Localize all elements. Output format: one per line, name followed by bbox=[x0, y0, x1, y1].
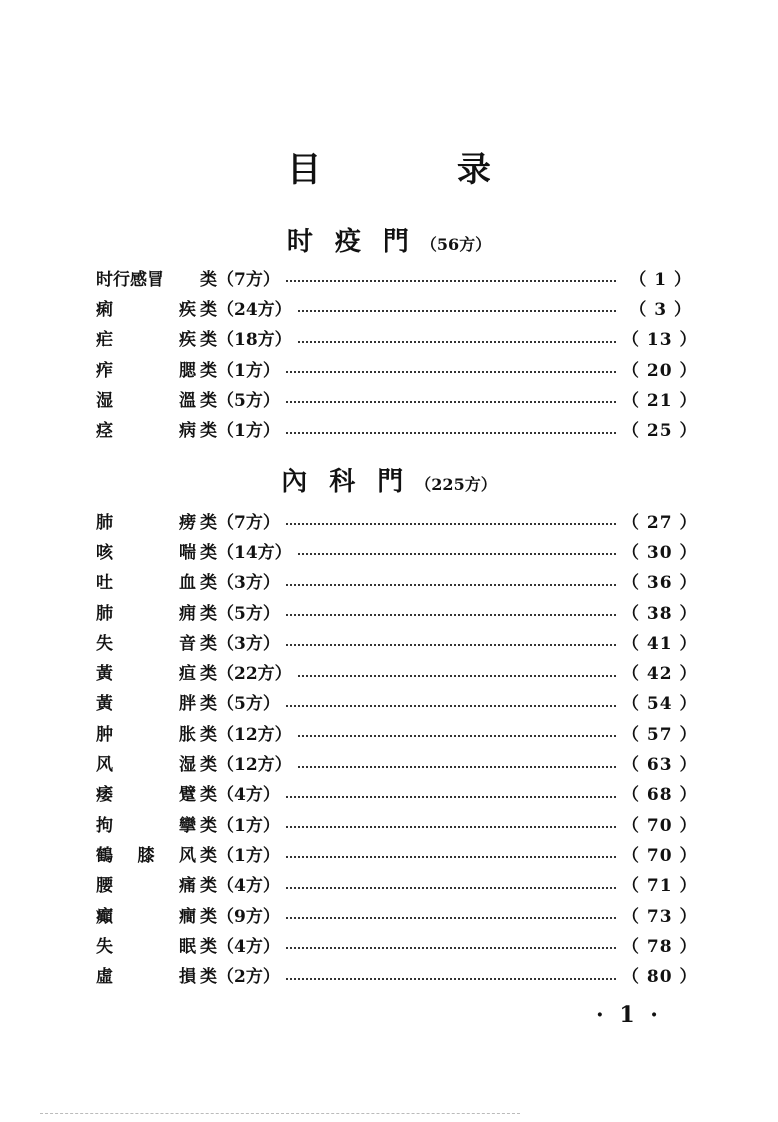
toc-list-shiyi bbox=[96, 262, 698, 444]
entry-count: 类（4方） bbox=[200, 936, 280, 957]
entry-label-char: 时行感冒 bbox=[96, 269, 164, 290]
section-name: 內科門 bbox=[281, 467, 426, 497]
dot-leader bbox=[286, 826, 616, 828]
entry-count: 类（1方） bbox=[200, 815, 280, 836]
section-heading-shiyi bbox=[0, 221, 778, 258]
entry-label-char: 疾 bbox=[179, 330, 196, 351]
entry-page-number: （ 36 ） bbox=[622, 573, 698, 594]
entry-count: 类（3方） bbox=[200, 573, 280, 594]
entry-page-number: （ 42 ） bbox=[622, 664, 698, 685]
entry-label-char: 癲 bbox=[96, 906, 113, 927]
entry-label-char: 膝 bbox=[137, 845, 155, 866]
entry-page-number: （ 25 ） bbox=[622, 421, 698, 442]
entry-page-number: （ 1 ） bbox=[629, 269, 692, 290]
dot-leader bbox=[286, 432, 616, 434]
entry-label-char: 痈 bbox=[179, 603, 196, 624]
entry-label-char: 虛 bbox=[96, 967, 113, 988]
entry-page-number: （ 71 ） bbox=[622, 876, 698, 897]
entry-count: 类（5方） bbox=[200, 694, 280, 715]
entry-label bbox=[96, 265, 200, 290]
dot-leader bbox=[286, 644, 616, 646]
entry-label bbox=[96, 508, 200, 533]
scan-artifact-line bbox=[40, 1113, 520, 1114]
entry-label-char: 溫 bbox=[179, 390, 196, 411]
entry-count: 类（18方） bbox=[200, 330, 292, 351]
section-count: （56方） bbox=[420, 235, 492, 254]
entry-page-number: （ 30 ） bbox=[622, 542, 698, 563]
toc-entry bbox=[96, 929, 698, 959]
entry-label bbox=[96, 295, 200, 320]
entry-count: 类（22方） bbox=[200, 664, 292, 685]
entry-label-char: 肺 bbox=[96, 512, 113, 533]
toc-entry bbox=[96, 383, 698, 413]
entry-count: 类（3方） bbox=[200, 633, 280, 654]
toc-entry bbox=[96, 596, 698, 626]
entry-count: 类（5方） bbox=[200, 390, 280, 411]
entry-label-char: 血 bbox=[179, 573, 196, 594]
entry-label bbox=[96, 780, 200, 805]
entry-label-char: 吐 bbox=[96, 573, 113, 594]
dot-leader bbox=[286, 584, 616, 586]
entry-count: 类（1方） bbox=[200, 360, 280, 381]
entry-label bbox=[96, 720, 200, 745]
entry-label-char: 疟 bbox=[96, 330, 113, 351]
entry-label-char: 痢 bbox=[96, 299, 113, 320]
toc-entry bbox=[96, 869, 698, 899]
dot-leader bbox=[286, 917, 616, 919]
entry-count: 类（4方） bbox=[200, 785, 280, 806]
toc-entry bbox=[96, 656, 698, 686]
entry-count: 类（4方） bbox=[200, 876, 280, 897]
entry-count: 类（1方） bbox=[200, 845, 280, 866]
entry-label-char: 失 bbox=[96, 936, 113, 957]
entry-label-char: 痨 bbox=[179, 512, 196, 533]
toc-entry bbox=[96, 626, 698, 656]
toc-entry bbox=[96, 262, 692, 292]
entry-count: 类（5方） bbox=[200, 603, 280, 624]
page-number: · 1 · bbox=[596, 1002, 662, 1028]
toc-entry bbox=[96, 808, 698, 838]
section-heading-neike bbox=[0, 461, 778, 498]
section-name: 时疫門 bbox=[286, 227, 431, 257]
entry-page-number: （ 3 ） bbox=[629, 299, 692, 320]
toc-entry bbox=[96, 292, 692, 322]
entry-label bbox=[96, 750, 200, 775]
entry-label-char: 攣 bbox=[179, 815, 196, 836]
dot-leader bbox=[286, 947, 616, 949]
entry-label bbox=[96, 871, 200, 896]
toc-entry bbox=[96, 747, 698, 777]
entry-page-number: （ 54 ） bbox=[622, 694, 698, 715]
entry-page-number: （ 63 ） bbox=[622, 755, 698, 776]
entry-label-char: 痛 bbox=[179, 876, 196, 897]
entry-count: 类（24方） bbox=[200, 299, 292, 320]
entry-page-number: （ 38 ） bbox=[622, 603, 698, 624]
toc-list-neike bbox=[96, 505, 698, 990]
entry-label-char: 癎 bbox=[179, 906, 196, 927]
section-count: （225方） bbox=[415, 475, 497, 494]
entry-label-char: 損 bbox=[179, 967, 196, 988]
dot-leader bbox=[286, 614, 616, 616]
entry-label-char: 音 bbox=[179, 633, 196, 654]
entry-count: 类（1方） bbox=[200, 421, 280, 442]
entry-label-char: 风 bbox=[179, 845, 196, 866]
entry-label-char: 躄 bbox=[179, 785, 196, 806]
entry-count: 类（12方） bbox=[200, 724, 292, 745]
entry-label-char: 风 bbox=[96, 755, 113, 776]
entry-label-char: 湿 bbox=[96, 390, 113, 411]
entry-page-number: （ 57 ） bbox=[622, 724, 698, 745]
entry-count: 类（12方） bbox=[200, 755, 292, 776]
entry-label-char: 痄 bbox=[96, 360, 113, 381]
entry-label-char: 拘 bbox=[96, 815, 113, 836]
entry-label-char: 失 bbox=[96, 633, 113, 654]
entry-label bbox=[96, 356, 200, 381]
entry-label bbox=[96, 568, 200, 593]
entry-label-char: 喘 bbox=[179, 542, 196, 563]
entry-label-char: 眠 bbox=[179, 936, 196, 957]
entry-count: 类（7方） bbox=[200, 269, 280, 290]
entry-page-number: （ 41 ） bbox=[622, 633, 698, 654]
entry-count: 类（2方） bbox=[200, 967, 280, 988]
entry-label bbox=[96, 416, 200, 441]
dot-leader bbox=[298, 735, 616, 737]
entry-page-number: （ 21 ） bbox=[622, 390, 698, 411]
entry-label-char: 疸 bbox=[179, 664, 196, 685]
entry-label bbox=[96, 659, 200, 684]
entry-label-char: 咳 bbox=[96, 542, 113, 563]
toc-entry bbox=[96, 505, 698, 535]
entry-label bbox=[96, 962, 200, 987]
dot-leader bbox=[298, 553, 616, 555]
entry-count: 类（9方） bbox=[200, 906, 280, 927]
entry-label bbox=[96, 841, 200, 866]
dot-leader bbox=[298, 766, 616, 768]
dot-leader bbox=[286, 887, 616, 889]
toc-entry bbox=[96, 959, 698, 989]
entry-label bbox=[96, 629, 200, 654]
entry-label bbox=[96, 811, 200, 836]
dot-leader bbox=[286, 705, 616, 707]
dot-leader bbox=[298, 310, 616, 312]
page-title: 目 录 bbox=[287, 150, 553, 190]
entry-label-char: 病 bbox=[179, 421, 196, 442]
entry-label bbox=[96, 325, 200, 350]
entry-page-number: （ 68 ） bbox=[622, 785, 698, 806]
toc-entry bbox=[96, 838, 698, 868]
entry-page-number: （ 78 ） bbox=[622, 936, 698, 957]
entry-page-number: （ 13 ） bbox=[622, 330, 698, 351]
toc-entry bbox=[96, 717, 698, 747]
entry-label bbox=[96, 538, 200, 563]
entry-label-char: 肿 bbox=[96, 724, 113, 745]
dot-leader bbox=[286, 978, 616, 980]
entry-label bbox=[96, 902, 200, 927]
entry-label-char: 黃 bbox=[96, 664, 113, 685]
entry-label-char: 鶴 bbox=[96, 845, 113, 866]
dot-leader bbox=[286, 401, 616, 403]
dot-leader bbox=[286, 280, 616, 282]
entry-label-char: 胀 bbox=[179, 724, 196, 745]
dot-leader bbox=[298, 675, 616, 677]
toc-entry bbox=[96, 413, 698, 443]
entry-label-char: 痿 bbox=[96, 785, 113, 806]
toc-entry bbox=[96, 566, 698, 596]
entry-label bbox=[96, 386, 200, 411]
entry-page-number: （ 20 ） bbox=[622, 360, 698, 381]
toc-entry bbox=[96, 778, 698, 808]
dot-leader bbox=[286, 523, 616, 525]
entry-page-number: （ 27 ） bbox=[622, 512, 698, 533]
entry-label bbox=[96, 932, 200, 957]
toc-entry bbox=[96, 353, 698, 383]
entry-page-number: （ 70 ） bbox=[622, 815, 698, 836]
entry-label bbox=[96, 599, 200, 624]
entry-label-char: 疾 bbox=[179, 299, 196, 320]
entry-page-number: （ 73 ） bbox=[622, 906, 698, 927]
dot-leader bbox=[286, 371, 616, 373]
dot-leader bbox=[286, 796, 616, 798]
entry-label-char: 腮 bbox=[179, 360, 196, 381]
entry-count: 类（7方） bbox=[200, 512, 280, 533]
entry-label bbox=[96, 689, 200, 714]
entry-count: 类（14方） bbox=[200, 542, 292, 563]
entry-label-char: 胖 bbox=[179, 694, 196, 715]
entry-label-char: 湿 bbox=[179, 755, 196, 776]
entry-page-number: （ 80 ） bbox=[622, 967, 698, 988]
entry-label-char: 肺 bbox=[96, 603, 113, 624]
dot-leader bbox=[298, 341, 616, 343]
toc-entry bbox=[96, 687, 698, 717]
toc-entry bbox=[96, 899, 698, 929]
dot-leader bbox=[286, 856, 616, 858]
toc-entry bbox=[96, 535, 698, 565]
entry-page-number: （ 70 ） bbox=[622, 845, 698, 866]
entry-label-char: 腰 bbox=[96, 876, 113, 897]
entry-label-char: 黃 bbox=[96, 694, 113, 715]
toc-entry bbox=[96, 323, 698, 353]
entry-label-char: 痉 bbox=[96, 421, 113, 442]
